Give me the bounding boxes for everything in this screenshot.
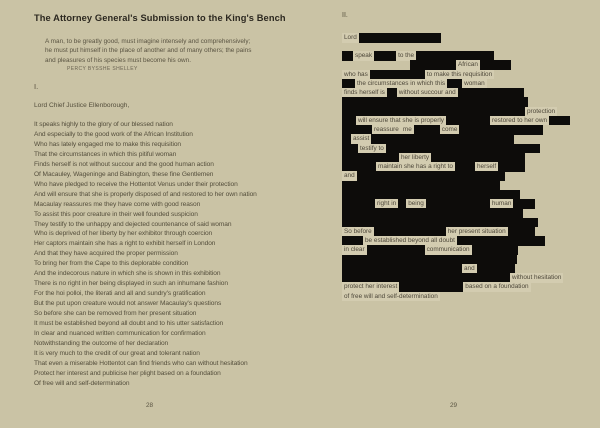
left-page: [34, 0, 290, 428]
section-label-one: I.: [34, 82, 39, 91]
poem-line: It is very much to the credit of our great and tolerant nation: [34, 349, 200, 357]
redaction-bar: [359, 33, 441, 43]
epigraph: [45, 37, 287, 65]
visible-word: communication: [426, 246, 470, 254]
visible-word: right in: [377, 200, 397, 207]
redaction-bar: [342, 181, 500, 191]
visible-word: who has: [344, 70, 368, 78]
redaction-bar: [342, 199, 375, 209]
redacted-line: [342, 88, 524, 98]
epigraph-line: he must put himself in the place of another and of many others; the pains: [45, 47, 252, 55]
visible-word: Lord: [344, 34, 357, 41]
redacted-line: [342, 162, 525, 172]
visible-word: me: [402, 126, 412, 133]
poem-line: Her captors maintain she has a right to exhibit herself in London: [34, 240, 216, 248]
redacted-line: [342, 190, 520, 200]
poem-line: Finds herself is not without succour and the good human action: [34, 160, 214, 168]
redaction-bar: [342, 116, 356, 126]
visible-word: So before: [344, 227, 372, 235]
redacted-line: [342, 282, 531, 292]
poem-title: The Attorney General's Submission to the King's Bench: [34, 13, 286, 23]
visible-word: herself: [476, 163, 497, 170]
poem-stanza: [34, 120, 290, 389]
redaction-bar: [342, 218, 538, 228]
visible-word: to the: [398, 52, 415, 59]
visible-word: woman: [464, 79, 485, 87]
page-number-left: 28: [146, 402, 154, 409]
visible-word: without hesitation: [512, 274, 562, 281]
redacted-line: [342, 70, 494, 80]
redaction-bar: [458, 88, 524, 98]
visible-word: protect her interest: [344, 283, 398, 291]
redaction-bar: [374, 51, 396, 61]
redaction-bar: [342, 134, 351, 144]
redaction-bar: [370, 70, 425, 80]
redaction-bar: [342, 264, 462, 274]
epigraph-line: and pleasures of his species must become his own.: [45, 56, 191, 64]
salutation-line: Lord Chief Justice Ellenborough,: [34, 102, 130, 109]
redaction-bar: [472, 245, 518, 255]
redaction-bar: [342, 153, 399, 163]
redaction-bar: [513, 199, 535, 209]
visible-word: being: [408, 200, 424, 207]
poem-line: And the indecorous nature in which she is shown in this exhibition: [34, 270, 221, 278]
visible-word: of free will and self-determination: [344, 292, 438, 300]
redacted-line: [342, 236, 545, 246]
poem-line: Who has lately engaged me to make this requisition: [34, 140, 182, 148]
redaction-bar: [357, 171, 505, 181]
redaction-bar: [498, 162, 525, 172]
visible-word: based on a foundation: [465, 283, 529, 291]
visible-word: come: [441, 126, 458, 133]
redacted-line: [342, 218, 538, 228]
redacted-line: [342, 51, 494, 61]
redaction-bar: [455, 162, 475, 172]
visible-word: African: [458, 61, 478, 69]
poem-line: That even a miserable Hottentot can find friends who can without hesitation: [34, 359, 248, 367]
visible-word: her present situation: [447, 227, 506, 235]
redacted-line: [342, 264, 515, 274]
redaction-bar: [431, 153, 525, 163]
redacted-line: [342, 60, 511, 70]
poem-line: And that they have acquired the proper permission: [34, 250, 178, 258]
poem-line: They testify to the unhappy and dejected countenance of said woman: [34, 220, 232, 228]
poem-line: There is no right in her being displayed in such an inhumane fashion: [34, 280, 228, 288]
redacted-line: [342, 116, 570, 126]
redacted-line: [342, 125, 543, 135]
redaction-bar: [410, 60, 456, 70]
redacted-line: [342, 199, 535, 209]
redaction-bar: [342, 125, 372, 135]
redacted-line: [342, 171, 505, 181]
poem-line: Notwithstanding the outcome of her declaration: [34, 339, 169, 347]
poem-line: Macaulay reassures me they have come with good reason: [34, 200, 201, 208]
redacted-line: [342, 107, 557, 117]
redacted-line: [342, 273, 563, 283]
redaction-bar: [426, 199, 490, 209]
poem-line: And will ensure that she is properly disposed of and restored to her own nation: [34, 190, 257, 198]
visible-word: and: [344, 172, 355, 180]
visible-word: to make this requisition: [426, 70, 493, 78]
visible-word: assist: [353, 135, 370, 143]
redaction-bar: [386, 144, 540, 154]
redaction-bar: [367, 245, 425, 255]
redacted-line: [342, 144, 540, 154]
visible-word: her liberty: [401, 153, 430, 161]
poem-line: That the circumstances in which this pitiful woman: [34, 150, 177, 158]
visible-word: maintain she has a right to: [378, 163, 453, 170]
redacted-line: [342, 227, 535, 237]
redacted-line: [342, 134, 514, 144]
visible-word: reassure: [374, 126, 399, 133]
redaction-bar: [399, 282, 463, 292]
redacted-line: [342, 79, 487, 89]
poem-line: So before she can be removed from her present situation: [34, 310, 197, 318]
redaction-bar: [477, 264, 515, 274]
redacted-line: [342, 181, 500, 191]
redaction-bar: [398, 199, 406, 209]
redacted-line: [342, 153, 525, 163]
redaction-bar: [342, 273, 510, 283]
visible-word: will ensure that she is properly: [358, 116, 444, 124]
poem-line: And especially to the good work of the African Institution: [34, 130, 193, 138]
visible-word: human: [491, 200, 512, 207]
redaction-bar: [342, 255, 517, 265]
redaction-bar: [371, 134, 514, 144]
redaction-bar: [414, 125, 440, 135]
redaction-gap: [342, 60, 410, 70]
visible-word: testify to: [360, 144, 384, 152]
redaction-bar: [342, 162, 376, 172]
poem-line: Of Macauley, Wageninge and Babington, these fine Gentlemen: [34, 170, 214, 178]
poem-line: For the hoi polloi, the literati and all and sundry's gratification: [34, 290, 206, 298]
poem-line: Of free will and self-determination: [34, 379, 130, 387]
redaction-bar: [387, 88, 397, 98]
visible-word: in clear: [344, 246, 365, 254]
redaction-bar: [342, 190, 520, 200]
visible-word: without succour and: [398, 89, 456, 96]
redaction-bar: [342, 51, 353, 61]
redaction-bar: [480, 60, 511, 70]
redaction-bar: [508, 227, 535, 237]
redaction-bar: [549, 116, 570, 126]
redaction-bar: [447, 79, 462, 89]
poem-line: Protect her interest and publicise her plight based on a foundation: [34, 369, 221, 377]
redaction-bar: [342, 144, 358, 154]
redacted-line: [342, 255, 517, 265]
epigraph-line: A man, to be greatly good, must imagine intensely and comprehensively;: [45, 38, 251, 45]
poem-line: Who have pledged to receive the Hottentot Venus under their protection: [34, 180, 238, 188]
redaction-bar: [342, 208, 523, 218]
visible-word: the circumstances in which this: [357, 79, 446, 87]
epigraph-attribution: PERCY BYSSHE SHELLEY: [67, 66, 138, 72]
redaction-bar: [459, 125, 543, 135]
poem-line: But the put upon creature would not answer Macaulay's questions: [34, 300, 222, 308]
poem-line: It must be established beyond all doubt and to his utter satisfaction: [34, 320, 224, 328]
redaction-bar: [342, 236, 363, 246]
redacted-line: [342, 245, 518, 255]
visible-word: and: [464, 264, 475, 272]
redaction-bar: [342, 79, 355, 89]
visible-word: restored to her own: [491, 116, 548, 124]
redaction-bar: [446, 116, 490, 126]
poem-line: In clear and nuanced written communication for confirmation: [34, 330, 206, 338]
visible-word: speak: [355, 52, 373, 59]
redacted-line: [342, 97, 528, 107]
section-label-two: II.: [342, 12, 348, 19]
poem-line: To assist this poor creature in their well founded suspicion: [34, 210, 198, 218]
poem-line: It speaks highly to the glory of our blessed nation: [34, 121, 173, 128]
page-number-right: 29: [450, 402, 458, 409]
redacted-line: [342, 208, 523, 218]
redaction-bar: [416, 51, 494, 61]
redaction-bar: [342, 97, 528, 107]
redaction-bar: [374, 227, 446, 237]
redaction-bar: [457, 236, 545, 246]
poem-line: To bring her from the Cape to this deplorable condition: [34, 260, 189, 268]
redacted-line: [342, 33, 441, 43]
right-page: [336, 0, 600, 428]
poem-line: Who is deprived of her liberty by her exhibitor through coercion: [34, 230, 213, 238]
visible-word: protection: [527, 107, 556, 115]
visible-word: finds herself is: [344, 89, 385, 96]
visible-word: be established beyond all doubt: [365, 237, 455, 244]
redacted-line: [342, 292, 440, 302]
redaction-bar: [342, 107, 525, 117]
